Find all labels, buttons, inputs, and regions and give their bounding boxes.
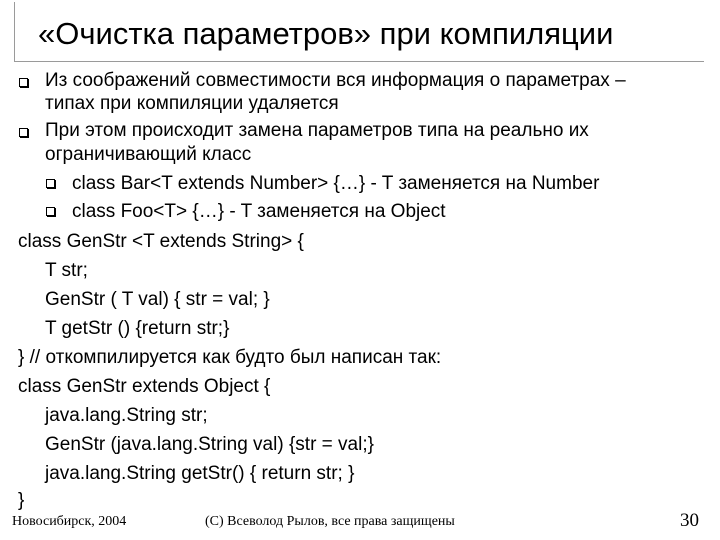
code-line: GenStr ( T val) { str = val; } [45,289,270,310]
code-line: T getStr () {return str;} [45,318,230,339]
code-line: class GenStr extends Object { [18,376,271,397]
code-line: } // откомпилируется как будто был написан так: [18,347,442,368]
bullet-2-line-1: При этом происходит замена параметров типа на реально их [45,120,589,141]
bullet-marker-icon [19,128,28,137]
code-line: java.lang.String getStr() { return str; } [45,463,355,484]
slide-title: «Очистка параметров» при компиляции [38,16,614,51]
code-line: T str; [45,260,88,281]
code-line: GenStr (java.lang.String val) {str = val;} [45,434,374,455]
sub-bullet-marker-icon [46,179,55,188]
code-line: java.lang.String str; [45,405,208,426]
page-number: 30 [680,510,699,531]
bullet-1-line-1: Из соображений совместимости вся информация о параметрах – [45,70,626,91]
bullet-marker-icon [19,78,28,87]
bullet-1-line-2: типах при компиляции удаляется [45,93,339,114]
code-line: class GenStr <T extends String> { [18,231,304,252]
bullet-2-line-2: ограничивающий класс [45,144,252,165]
sub-bullet-2: class Foo<T> {…} - T заменяется на Object [72,201,446,222]
sub-bullet-marker-icon [46,207,55,216]
footer-location: Новосибирск, 2004 [12,514,127,529]
code-line: } [18,490,25,511]
sub-bullet-1: class Bar<T extends Number> {…} - T заменяется на Number [72,173,600,194]
footer-copyright: (С) Всеволод Рылов, все права защищены [205,514,455,529]
